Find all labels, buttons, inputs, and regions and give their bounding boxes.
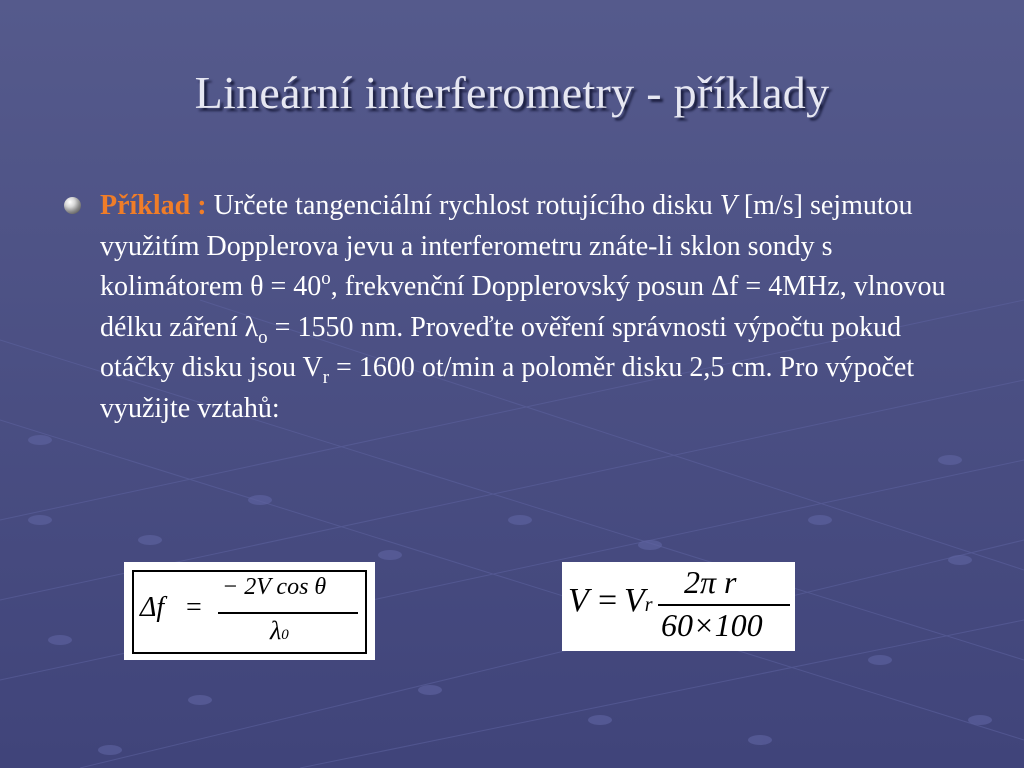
formula1-equals: = [186, 592, 202, 623]
lambda-symbol: λ [244, 311, 259, 343]
formula2-denominator: 60×100 [661, 607, 763, 643]
text-part-5: f = 4MHz, vlnovou délku záření [100, 271, 946, 343]
formula2-numerator: 2π r [684, 564, 737, 600]
delta-symbol: Δ [711, 271, 730, 302]
vr-subscript: r [322, 367, 330, 388]
example-label: Příklad : [100, 190, 207, 221]
lambda-subscript: o [258, 326, 268, 348]
degree-superscript: o [321, 268, 331, 289]
formula1-numerator: − 2V cos θ [222, 574, 327, 600]
velocity-symbol: V [719, 190, 737, 221]
text-part-3: = 40 [263, 271, 322, 302]
velocity-formula-image [562, 562, 795, 651]
slide-title: Lineární interferometry - příklady [194, 67, 830, 118]
text-part-4: , frekvenční Dopplerovský posun [330, 271, 712, 302]
formula2-equals: = [598, 582, 618, 619]
text-part-6: = 1550 nm. Proveďte ověření správnosti výpočtu pokud otáčky disku jsou V [100, 311, 902, 383]
doppler-formula-image [124, 562, 375, 660]
text-part-1: Určete tangenciální rychlost rotujícího disku [206, 190, 720, 221]
theta-symbol: θ [250, 271, 264, 302]
formula2-vr: Vr [624, 582, 653, 619]
example-paragraph [100, 186, 980, 429]
formula1-fraction-bar [218, 612, 358, 614]
sphere-bullet-icon [64, 197, 81, 214]
formula1-denominator: λ0 [270, 616, 289, 645]
formula2-lhs: V [568, 582, 589, 619]
text-part-2: [m/s] sejmutou využitím Dopplerova jevu a interferometru znáte-li sklon sondy s kolimátorem [100, 190, 913, 302]
text-part-7: = 1600 ot/min a poloměr disku 2,5 cm. Pro výpočet využijte vztahů: [100, 352, 915, 424]
formula2-fraction-bar [658, 604, 790, 606]
formula1-lhs: Δf [140, 592, 165, 623]
